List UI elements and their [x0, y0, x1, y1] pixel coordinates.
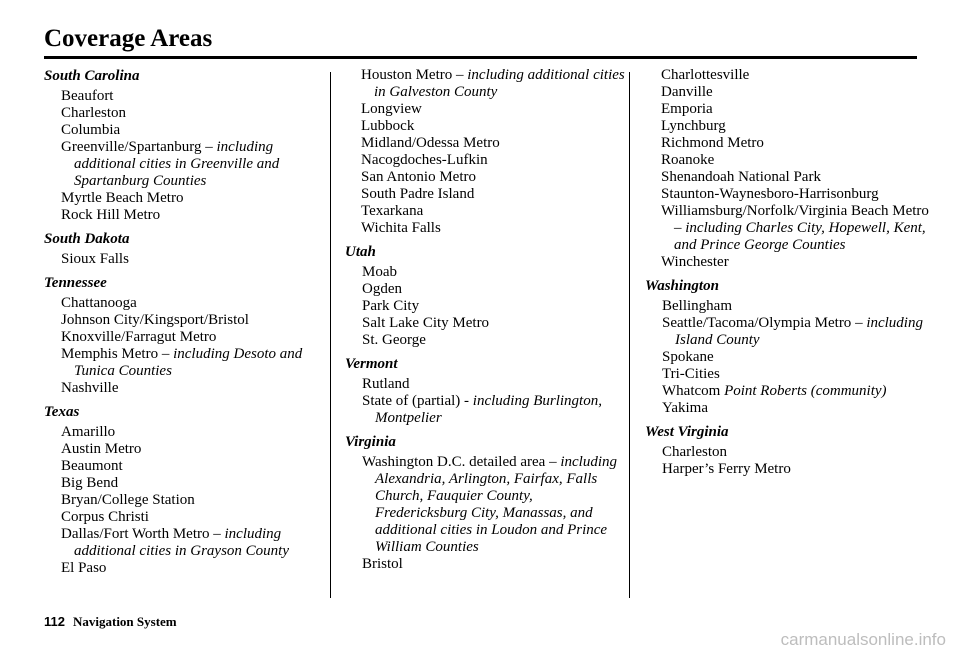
coverage-column-1: [44, 67, 326, 583]
page-footer: [44, 614, 177, 630]
area-name: Williamsburg/Norfolk/Virginia Beach Metro: [661, 203, 929, 219]
area-name: Bellingham: [662, 298, 732, 314]
area-name: Beaumont: [61, 458, 123, 474]
area-name: Lubbock: [361, 118, 415, 134]
area-name: Whatcom: [662, 383, 721, 399]
state-section: [345, 433, 625, 573]
area-name: Big Bend: [61, 475, 119, 491]
state-heading: Vermont: [345, 356, 398, 372]
area-name: Columbia: [61, 122, 121, 138]
coverage-entry: [61, 492, 326, 509]
state-section: [44, 403, 326, 577]
state-section: [645, 277, 935, 417]
coverage-entry: [61, 380, 326, 397]
separator: –: [158, 346, 174, 362]
separator: –: [209, 526, 225, 542]
area-note: including Charles City, Hopewell, Kent, and Prince George Counties: [674, 220, 926, 253]
state-heading: South Carolina: [44, 68, 140, 84]
coverage-entry: [661, 254, 935, 271]
entry-list: [61, 424, 326, 577]
coverage-entry: [662, 400, 935, 417]
area-name: Roanoke: [661, 152, 715, 168]
area-name: Spokane: [662, 349, 714, 365]
state-section: [44, 274, 326, 397]
state-heading: Utah: [345, 244, 376, 260]
coverage-entry: [362, 315, 625, 332]
coverage-entry: [661, 186, 935, 203]
coverage-entry: [361, 169, 625, 186]
area-name: Washington D.C. detailed area: [362, 454, 546, 470]
coverage-entry: [661, 203, 935, 254]
coverage-entry: [362, 393, 625, 427]
area-name: Rutland: [362, 376, 410, 392]
area-name: Seattle/Tacoma/Olympia Metro: [662, 315, 852, 331]
coverage-entry: [661, 135, 935, 152]
coverage-entry: [361, 101, 625, 118]
coverage-entry: [662, 315, 935, 349]
entry-list: [662, 298, 935, 417]
area-name: Shenandoah National Park: [661, 169, 821, 185]
area-name: Staunton-Waynesboro-Harrisonburg: [661, 186, 879, 202]
state-section: [645, 423, 935, 478]
area-name: Ogden: [362, 281, 402, 297]
state-section: [345, 355, 625, 427]
separator: –: [674, 220, 686, 236]
state-section: [44, 67, 326, 224]
area-name: Salt Lake City Metro: [362, 315, 490, 331]
coverage-entry: [362, 264, 625, 281]
area-name: Rock Hill Metro: [61, 207, 161, 223]
area-name: Houston Metro: [361, 67, 453, 83]
area-name: San Antonio Metro: [361, 169, 476, 185]
column-divider: [629, 72, 630, 598]
area-name: Sioux Falls: [61, 251, 129, 267]
title-rule: [44, 56, 917, 59]
area-name: Nacogdoches-Lufkin: [361, 152, 488, 168]
coverage-entry: [61, 475, 326, 492]
coverage-entry: [662, 366, 935, 383]
area-name: Greenville/Spartanburg: [61, 139, 202, 155]
coverage-entry: [662, 383, 935, 400]
area-name: Harper’s Ferry Metro: [662, 461, 791, 477]
coverage-entry: [61, 139, 326, 190]
coverage-entry: [362, 281, 625, 298]
continued-section: [345, 67, 625, 237]
coverage-column-3: [645, 67, 935, 484]
area-note: including Burlington, Montpelier: [375, 393, 602, 426]
area-name: Emporia: [661, 101, 713, 117]
coverage-entry: [361, 152, 625, 169]
state-section: [44, 230, 326, 268]
coverage-entry: [362, 332, 625, 349]
separator: –: [201, 139, 217, 155]
coverage-entry: [61, 560, 326, 577]
area-note: including additional cities in Greenville and Spartanburg Counties: [74, 139, 280, 189]
area-name: Lynchburg: [661, 118, 726, 134]
area-name: St. George: [362, 332, 426, 348]
area-name: Midland/Odessa Metro: [361, 135, 500, 151]
watermark: carmanualsonline.info: [780, 630, 946, 649]
coverage-entry: [662, 349, 935, 366]
entry-list: [362, 454, 625, 573]
coverage-column-2: [345, 67, 625, 579]
coverage-entry: [361, 203, 625, 220]
coverage-entry: [361, 135, 625, 152]
coverage-entry: [61, 207, 326, 224]
area-name: Bryan/College Station: [61, 492, 195, 508]
coverage-entry: [361, 220, 625, 237]
coverage-entry: [362, 454, 625, 556]
area-name: Wichita Falls: [361, 220, 441, 236]
coverage-entry: [61, 88, 326, 105]
area-note: including Desoto and Tunica Counties: [74, 346, 303, 379]
coverage-entry: [61, 105, 326, 122]
state-heading: South Dakota: [44, 231, 130, 247]
separator: –: [851, 315, 867, 331]
area-name: Tri-Cities: [662, 366, 720, 382]
coverage-entry: [361, 118, 625, 135]
area-name: Richmond Metro: [661, 135, 764, 151]
state-heading: Texas: [44, 404, 80, 420]
entry-list: [61, 295, 326, 397]
state-heading: Washington: [645, 278, 719, 294]
state-heading: Virginia: [345, 434, 396, 450]
entry-list: [61, 251, 326, 268]
coverage-entry: [61, 329, 326, 346]
coverage-entry: [661, 84, 935, 101]
area-name: El Paso: [61, 560, 107, 576]
separator: –: [545, 454, 561, 470]
entry-list: [61, 88, 326, 224]
coverage-entry: [362, 376, 625, 393]
coverage-entry: [61, 441, 326, 458]
area-name: Danville: [661, 84, 713, 100]
entry-list: [362, 264, 625, 349]
coverage-entry: [362, 298, 625, 315]
area-note: including Island County: [675, 315, 923, 348]
entry-list: [362, 376, 625, 427]
area-name: Yakima: [662, 400, 708, 416]
coverage-entry: [361, 186, 625, 203]
coverage-entry: [61, 295, 326, 312]
state-heading: West Virginia: [645, 424, 729, 440]
area-name: Dallas/Fort Worth Metro: [61, 526, 210, 542]
area-name: Charleston: [61, 105, 126, 121]
area-name: Park City: [362, 298, 420, 314]
area-name: Knoxville/Farragut Metro: [61, 329, 217, 345]
footer-section-label: Navigation System: [72, 614, 177, 629]
area-name: Austin Metro: [61, 441, 142, 457]
coverage-entry: [662, 298, 935, 315]
page-title: Coverage Areas: [44, 25, 213, 52]
area-name: Winchester: [661, 254, 729, 270]
area-note: including additional cities in Grayson County: [74, 526, 289, 559]
area-name: Charleston: [662, 444, 727, 460]
entry-list: [361, 67, 625, 237]
coverage-entry: [61, 458, 326, 475]
area-name: Texarkana: [361, 203, 424, 219]
area-name: Beaufort: [61, 88, 114, 104]
area-name: Memphis Metro: [61, 346, 159, 362]
area-name: South Padre Island: [361, 186, 475, 202]
state-heading: Tennessee: [44, 275, 107, 291]
coverage-entry: [361, 67, 625, 101]
area-name: Amarillo: [61, 424, 116, 440]
coverage-entry: [61, 251, 326, 268]
coverage-entry: [661, 169, 935, 186]
coverage-entry: [362, 556, 625, 573]
column-divider: [330, 72, 331, 598]
area-name: Chattanooga: [61, 295, 137, 311]
coverage-entry: [661, 101, 935, 118]
state-section: [345, 243, 625, 349]
separator: –: [452, 67, 468, 83]
coverage-entry: [61, 190, 326, 207]
area-name: Myrtle Beach Metro: [61, 190, 184, 206]
entry-list: [662, 444, 935, 478]
coverage-entry: [661, 118, 935, 135]
coverage-entry: [661, 152, 935, 169]
coverage-entry: [61, 526, 326, 560]
area-name: Bristol: [362, 556, 403, 572]
area-name: Johnson City/Kingsport/Bristol: [61, 312, 249, 328]
coverage-entry: [61, 122, 326, 139]
area-note: Point Roberts (community): [724, 383, 887, 399]
area-note: including additional cities in Galveston County: [374, 67, 625, 100]
area-name: Moab: [362, 264, 397, 280]
coverage-entry: [662, 444, 935, 461]
coverage-entry: [61, 346, 326, 380]
area-name: State of (partial): [362, 393, 461, 409]
coverage-entry: [661, 67, 935, 84]
page-number: 112: [44, 614, 65, 629]
area-name: Nashville: [61, 380, 119, 396]
continued-section: [645, 67, 935, 271]
coverage-entry: [662, 461, 935, 478]
separator: -: [460, 393, 473, 409]
entry-list: [661, 67, 935, 271]
coverage-entry: [61, 312, 326, 329]
coverage-entry: [61, 424, 326, 441]
area-name: Corpus Christi: [61, 509, 149, 525]
area-name: Charlottesville: [661, 67, 750, 83]
coverage-entry: [61, 509, 326, 526]
area-name: Longview: [361, 101, 422, 117]
area-note: including Alexandria, Arlington, Fairfax, Falls Church, Fauquier County, Fredericksburg City, Manassas, and additional cities in Loudon and Prince William Counties: [375, 454, 617, 555]
